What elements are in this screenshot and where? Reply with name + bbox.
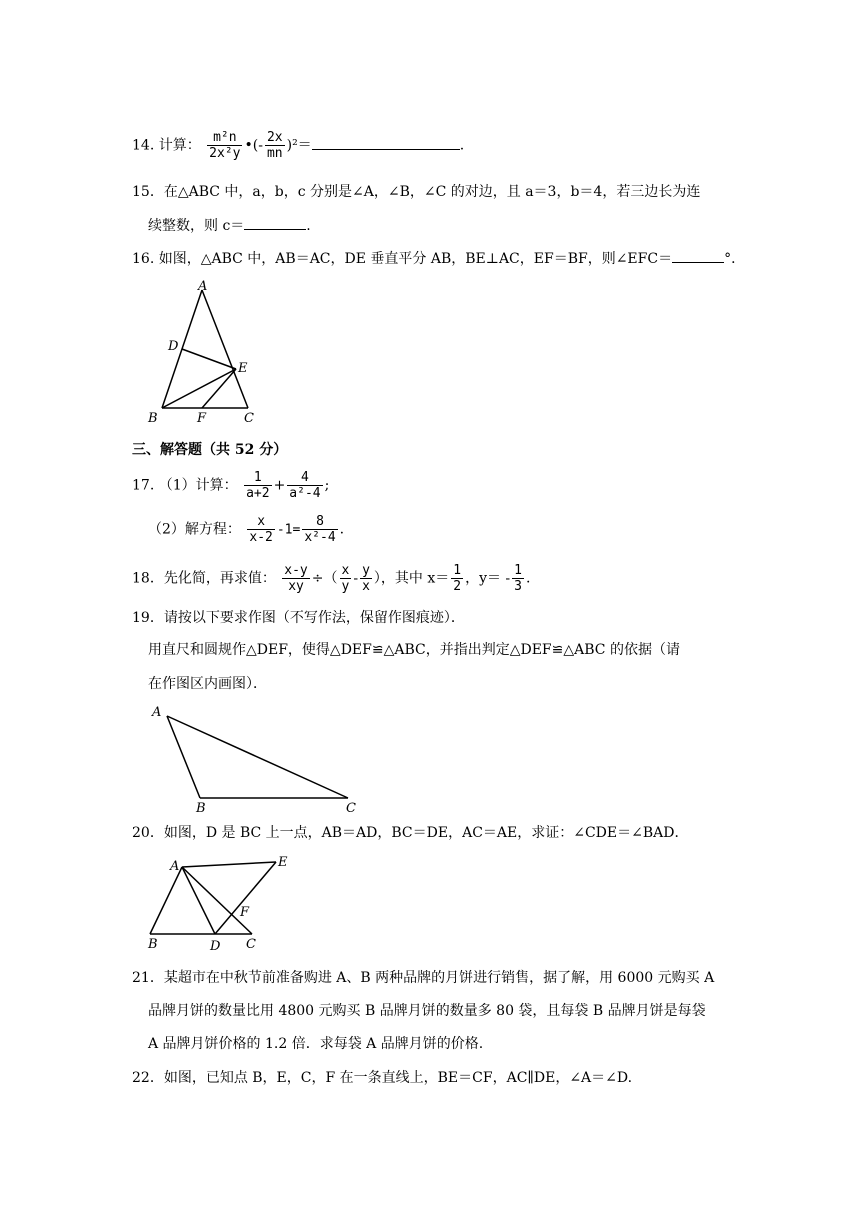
multiply-sign: • xyxy=(244,137,253,154)
question-20: 20．如图，D 是 BC 上一点，AB＝AD，BC＝DE，AC＝AE，求证：∠CDE＝∠BAD． xyxy=(132,825,689,841)
question-16 xyxy=(132,248,745,269)
semicolon: ; xyxy=(324,477,330,494)
answer-blank[interactable] xyxy=(312,135,460,150)
segment-ae xyxy=(182,862,276,867)
degree-end: °． xyxy=(724,251,746,267)
question-text: 17. （1）计算： xyxy=(132,477,238,494)
question-label: 计算： xyxy=(158,137,201,154)
denominator: a+2 xyxy=(246,486,270,501)
numerator: 2x xyxy=(266,130,283,145)
figure-q19 xyxy=(140,700,370,816)
numerator: m²n xyxy=(213,130,237,145)
label-a: A xyxy=(170,859,180,874)
segment-ab xyxy=(150,867,182,934)
numerator: x-y xyxy=(284,563,308,578)
denominator: 2x²y xyxy=(209,146,241,161)
denominator: 3 xyxy=(514,579,522,594)
label-e: E xyxy=(238,361,248,376)
fraction-2 xyxy=(287,470,322,501)
question-22: 22．如图，已知点 B，E，C，F 在一条直线上，BE＝CF，AC∥DE，∠A＝∠D. xyxy=(132,1070,633,1086)
denominator: x²-4 xyxy=(304,530,336,545)
period: . xyxy=(339,521,345,538)
numerator: 4 xyxy=(301,470,309,485)
question-19-line-2: 用直尺和圆规作△DEF，使得△DEF≌△ABC，并指出判定△DEF≌△ABC 的依据（请 xyxy=(148,642,680,658)
label-d: D xyxy=(168,339,179,354)
segment-ac xyxy=(182,867,252,934)
denominator: y xyxy=(341,579,350,594)
numerator: y xyxy=(362,563,370,578)
label-c: C xyxy=(244,411,254,426)
divide-sign: ÷（ xyxy=(311,570,338,587)
question-19-line-3: 在作图区内画图）． xyxy=(148,676,267,692)
power-equals: )²＝ xyxy=(286,137,312,154)
answer-blank[interactable] xyxy=(672,248,724,263)
question-17-part-2 xyxy=(148,514,344,545)
fraction-1 xyxy=(282,563,309,594)
question-14 xyxy=(132,130,464,161)
question-text: 18．先化简，再求值： xyxy=(132,570,276,587)
period: . xyxy=(459,137,465,154)
denominator: x xyxy=(362,579,370,594)
denominator: a²-4 xyxy=(289,486,321,501)
fraction-2 xyxy=(340,563,352,594)
label-c: C xyxy=(346,801,356,816)
minus-sign: - xyxy=(353,570,359,587)
numerator: 1 xyxy=(453,563,462,578)
question-21-line-1: 21．某超市在中秋节前准备购进 A、B 两种品牌的月饼进行销售，据了解，用 6000 元购买 A xyxy=(132,970,715,986)
section-title: 三、解答题（共 52 分） xyxy=(132,442,288,458)
segment-de xyxy=(215,862,276,934)
label-f: F xyxy=(240,905,250,920)
numerator: 1 xyxy=(253,470,262,485)
denominator: mn xyxy=(266,146,283,161)
label-a: A xyxy=(198,280,208,294)
question-15-line-1: 15．在△ABC 中，a，b，c 分别是∠A，∠B，∠C 的对边，且 a＝3，b＝4，若三边长为连 xyxy=(132,184,701,200)
label-d: D xyxy=(210,939,221,954)
paren-open: (- xyxy=(252,137,263,154)
numerator: x xyxy=(341,563,350,578)
plus-sign: + xyxy=(273,477,286,494)
denominator: xy xyxy=(282,578,309,594)
figure-q20 xyxy=(140,850,300,954)
question-15-line-2 xyxy=(148,215,311,236)
y-equals: ，y＝ - xyxy=(465,570,511,587)
period: . xyxy=(306,218,311,234)
label-b: B xyxy=(148,937,158,952)
question-21-line-3: A 品牌月饼价格的 1.2 倍．求每袋 A 品牌月饼的价格. xyxy=(148,1036,484,1052)
question-number: 14. xyxy=(132,137,155,154)
segment-ef xyxy=(202,369,236,408)
denominator: x-2 xyxy=(249,530,273,545)
fraction-x-value xyxy=(451,563,463,594)
numerator: 8 xyxy=(316,514,324,529)
question-text: （2）解方程： xyxy=(148,521,241,538)
label-b: B xyxy=(196,801,206,816)
segment-ac xyxy=(167,716,348,798)
label-a: A xyxy=(152,705,162,720)
figure-q16 xyxy=(140,280,270,426)
label-f: F xyxy=(197,411,207,426)
label-b: B xyxy=(148,411,158,426)
fraction-2 xyxy=(302,514,337,545)
question-21-line-2: 品牌月饼的数量比用 4800 元购买 B 品牌月饼的数量多 80 袋，且每袋 B 品牌月饼是每袋 xyxy=(148,1003,706,1019)
fraction-1 xyxy=(244,470,271,501)
segment-ad xyxy=(182,867,215,934)
segment-de xyxy=(182,349,236,369)
fraction-1 xyxy=(207,130,242,161)
fraction-1 xyxy=(247,514,274,545)
fraction-y-value xyxy=(512,563,524,594)
minus-one-equals: -1= xyxy=(276,522,301,538)
label-c: C xyxy=(246,937,256,952)
period: . xyxy=(526,570,531,587)
fraction-2 xyxy=(265,130,285,161)
numerator: 1 xyxy=(514,563,522,578)
label-e: E xyxy=(278,855,288,870)
numerator: x xyxy=(257,514,266,529)
question-19-line-1: 19．请按以下要求作图（不写作法，保留作图痕迹）． xyxy=(132,610,465,626)
question-18 xyxy=(132,563,530,594)
answer-blank[interactable] xyxy=(244,215,306,230)
fraction-3 xyxy=(360,563,372,594)
segment-ac xyxy=(202,290,248,408)
denominator: 2 xyxy=(453,579,462,594)
condition-text: ），其中 x＝ xyxy=(373,570,450,587)
question-text: 续整数，则 c＝ xyxy=(148,218,245,234)
question-17-part-1 xyxy=(132,470,329,501)
question-text: 16. 如图，△ABC 中，AB＝AC，DE 垂直平分 AB，BE⊥AC，EF＝BF，则∠EFC＝ xyxy=(132,251,673,267)
